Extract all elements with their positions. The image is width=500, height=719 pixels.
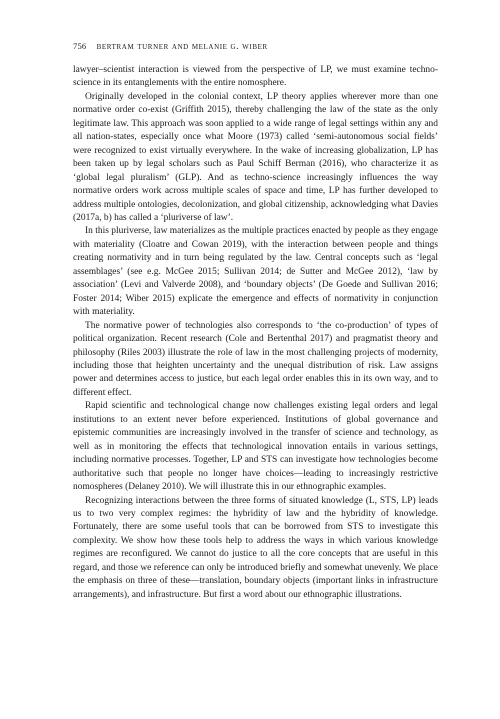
paragraph: Originally developed in the colonial context, LP theory applies wherever more than one normative order co-exist (Griffith 2015), thereby challenging the law of the state as the only legitimate law. This approach was soon applied to a wide range of legal settings within any and all nation-states, especially once what Moore (1973) called ‘semi-autonomous social fields’ were recognized to exist virtually everywhere. In the wake of increasing globalization, LP has been taken up by legal scholars such as Paul Schiff Berman (2016), who characterize it as ‘global legal pluralism’ (GLP). And as techno-science increasingly influences the way normative orders work across multiple scales of space and time, LP has further developed to address multiple ontologies, decolonization, and global citizenship, acknowledging what Davies (2017a, b) has called a ‘pluriverse of law’.	[73, 91, 438, 223]
running-head-authors: bertram turner and melanie g. wiber	[96, 41, 268, 52]
page-number: 756	[73, 41, 87, 51]
paragraph-continued: lawyer–scientist interaction is viewed from the perspective of LP, we must examine techno-science in its entanglements with the entire nomosphere.	[73, 65, 438, 89]
running-head	[73, 41, 438, 52]
paragraph: In this pluriverse, law materializes as the multiple practices enacted by people as they engage with materiality (Cloatre and Cowan 2019), with the interaction between people and things creating normativity and in turn being regulated by the law. Central concepts such as ‘legal assemblages’ (see e.g. McGee 2015; Sullivan 2014; de Sutter and McGee 2012), ‘law by association’ (Levi and Valverde 2008), and ‘boundary objects’ (De Goede and Sullivan 2016; Foster 2014; Wiber 2015) explicate the emergence and effects of normativity in conjunction with materiality.	[73, 226, 438, 318]
paragraph: Rapid scientific and technological change now challenges existing legal orders and legal institutions to an extent never before experienced. Institutions of global governance and epistemic communities are increasingly involved in the transfer of science and technology, as well as in monitoring the effects that technological innovation entails in various settings, including normative processes. Together, LP and STS can investigate how technologies become authoritative such that people no longer have choices—leading to increasingly restrictive nomospheres (Delaney 2010). We will illustrate this in our ethnographic examples.	[73, 401, 438, 493]
paragraph: The normative power of technologies also corresponds to ‘the co-production’ of types of political organization. Recent research (Cole and Bertenthal 2017) and pragmatist theory and philosophy (Riles 2003) illustrate the role of law in the most challenging projects of modernity, including those that heighten uncertainty and the unequal distribution of risk. Law assigns power and determines access to justice, but each legal order enables this in its own way, and to different effect.	[73, 320, 438, 398]
paragraph: Recognizing interactions between the three forms of situated knowledge (L, STS, LP) leads us to two very complex regimes: the hybridity of law and the hybridity of knowledge. Fortunately, there are some useful tools that can be borrowed from STS to investigate this complexity. We show how these tools help to address the ways in which various knowledge regimes are reconfigured. We cannot do justice to all the core concepts that are useful in this regard, and those we reference can only be introduced briefly and somewhat unevenly. We place the emphasis on three of these—translation, boundary objects (important links in infrastructure arrangements), and infrastructure. But first a word about our ethnographic illustrations.	[73, 495, 438, 600]
body-text	[73, 64, 438, 602]
